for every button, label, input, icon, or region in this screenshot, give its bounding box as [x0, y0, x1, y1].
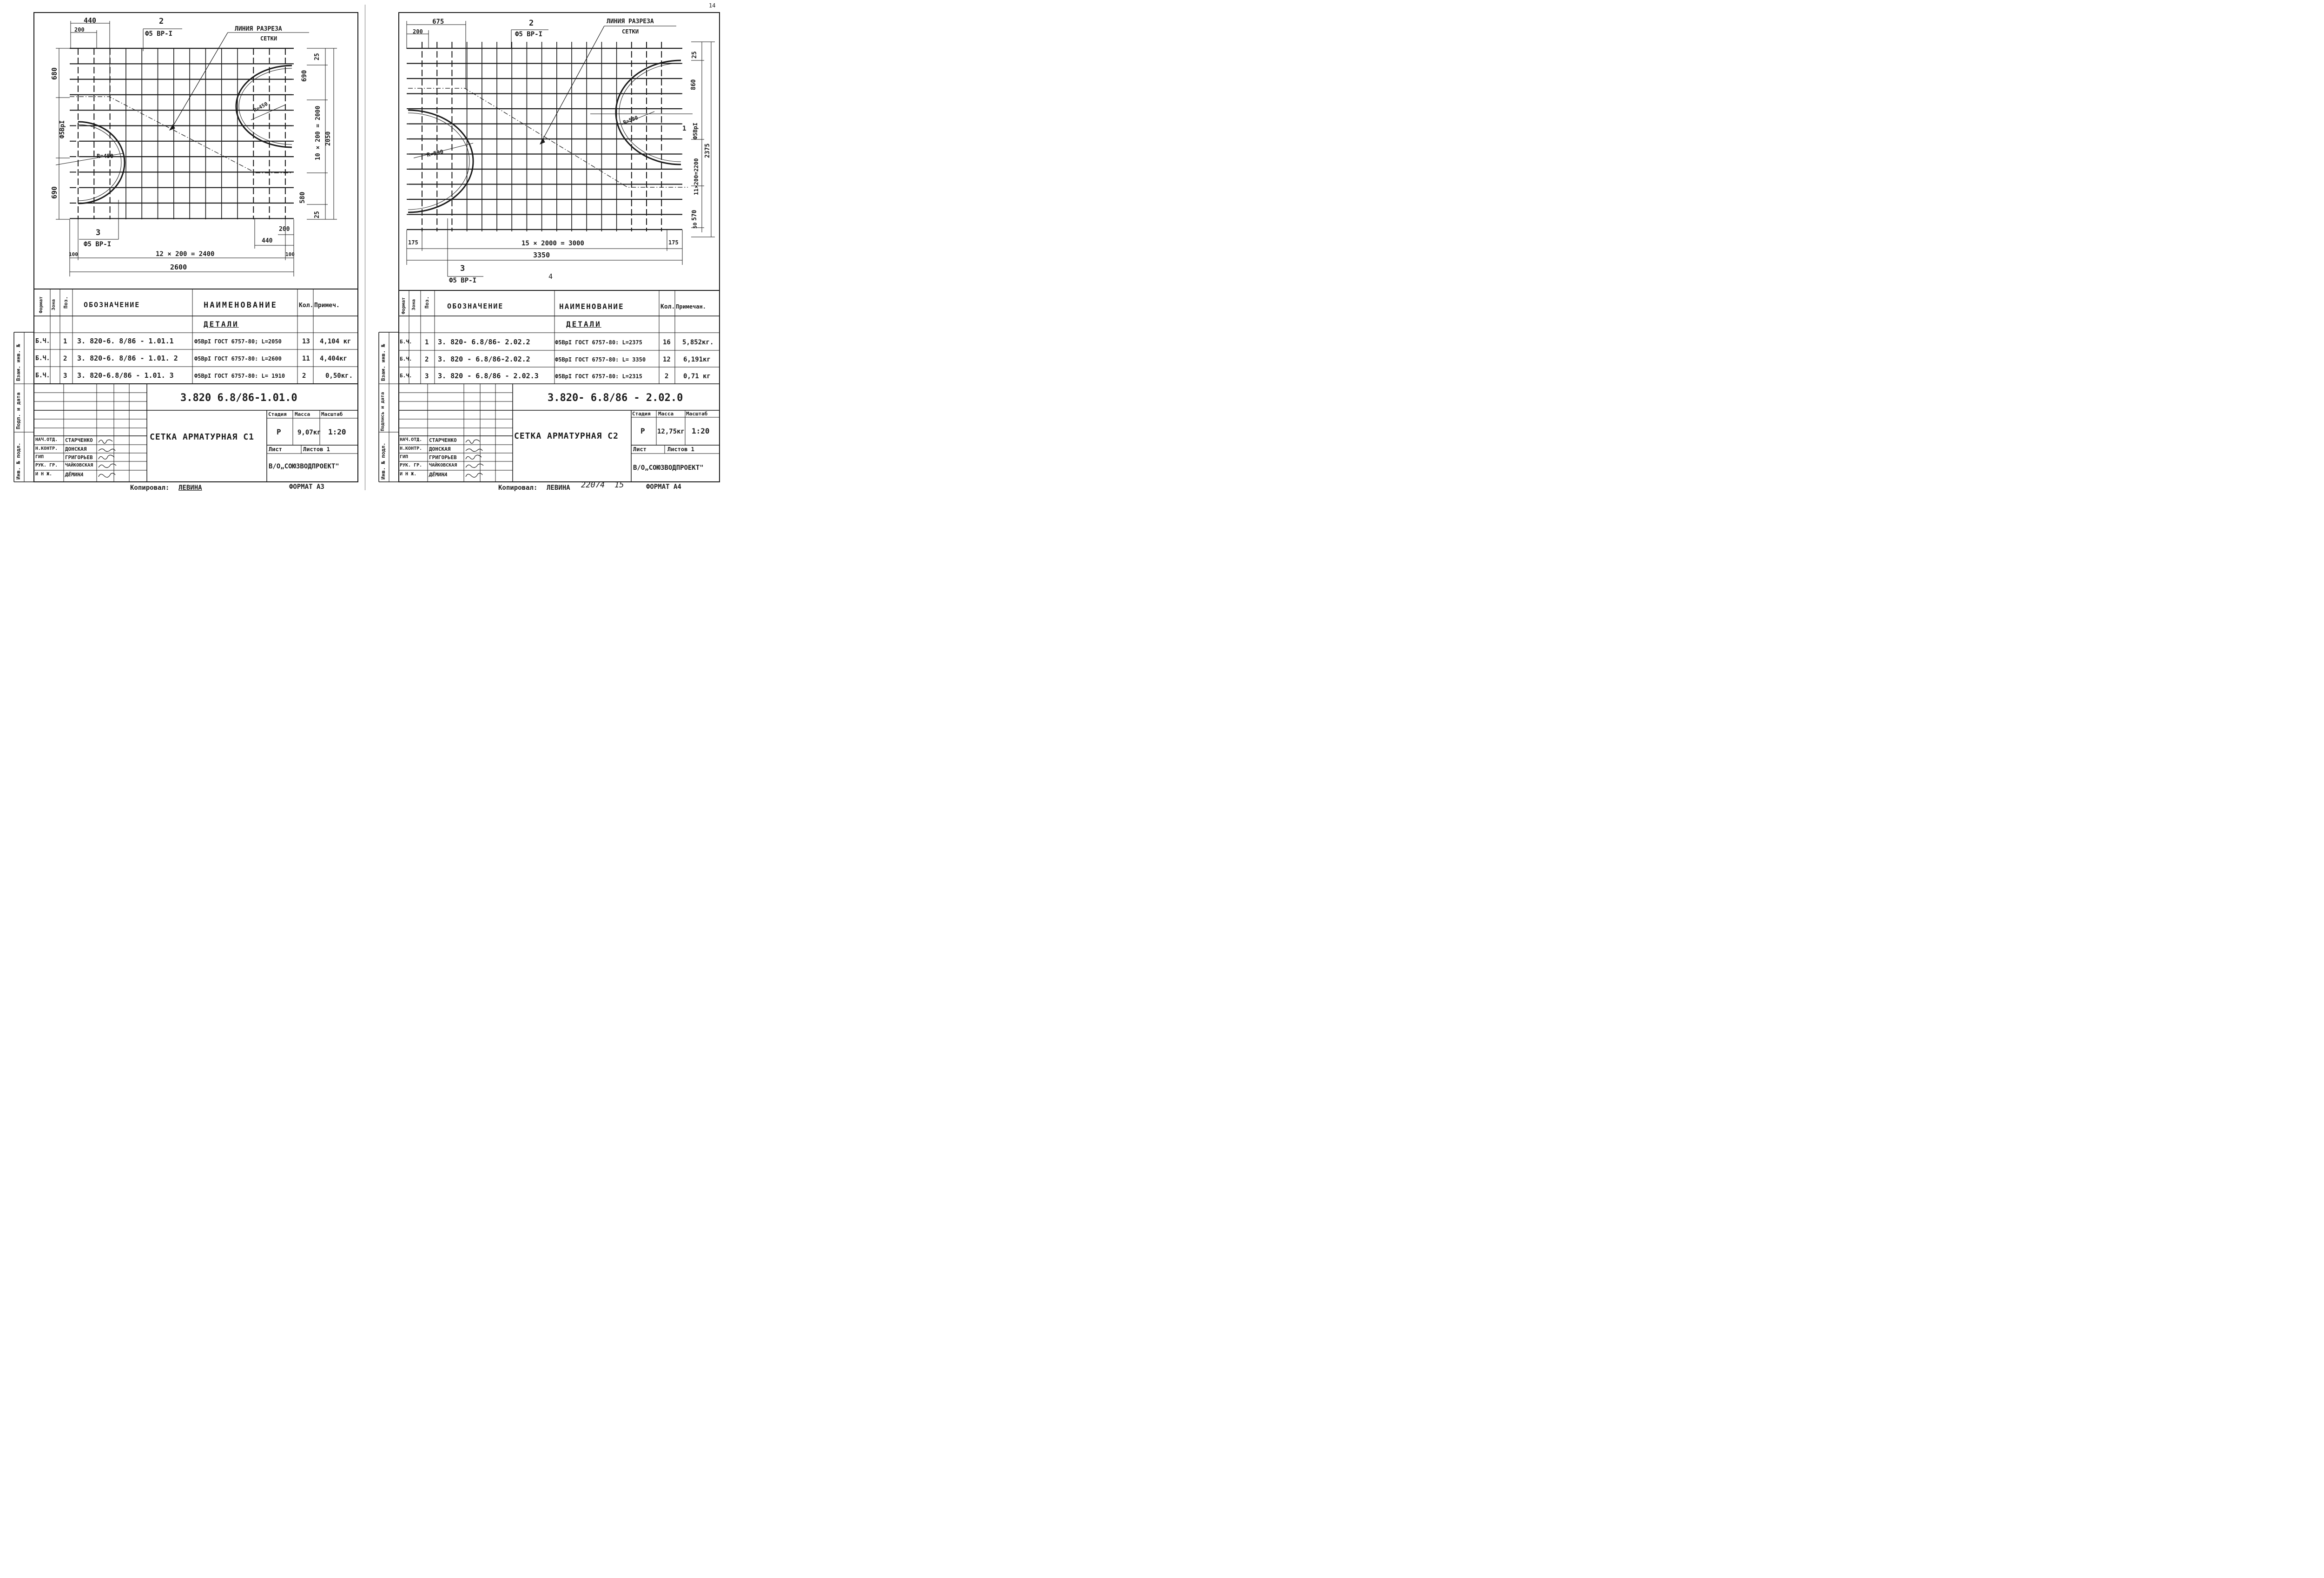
right-title: СЕТКА АРМАТУРНАЯ С2 [514, 431, 619, 441]
left-side-label: Инв. № подл. [15, 442, 21, 480]
right-radius-2: R=590 [622, 114, 639, 126]
name: ГРИГОРЬЕВ [429, 454, 457, 460]
role: НАЧ.ОТД. [35, 437, 58, 442]
row-qty: 13 [302, 338, 310, 345]
right-section-details: ДЕТАЛИ [566, 320, 601, 329]
left-col-name: НАИМЕНОВАНИЕ [204, 301, 277, 310]
row-name: Ф5ВрI ГОСТ 6757-80: L=2600 [194, 355, 282, 362]
name: ДОНСКАЯ [65, 446, 87, 452]
right-col-pos: Поз. [424, 296, 430, 309]
left-copied-name: ЛЕВИНА [178, 484, 202, 492]
row-note: 4,404кг [320, 355, 348, 362]
right-pos3-num: 3 [460, 264, 465, 273]
row-format: Б.Ч. [35, 338, 50, 345]
right-pos3-bar: Ф5 ВР-I [449, 277, 477, 284]
name: СТАРЧЕНКО [65, 437, 93, 443]
right-dim-15x200: 15 × 2000 = 3000 [522, 240, 584, 247]
right-col-note: Примечан. [676, 303, 706, 310]
role: ГИП [35, 454, 44, 460]
role: РУК. ГР. [35, 463, 58, 468]
left-dim-100b: 100 [285, 251, 295, 257]
right-col-format: Формат [401, 297, 406, 314]
right-cut-line-label2: СЕТКИ [622, 28, 639, 35]
left-dim-690: 690 [50, 186, 59, 199]
left-stage-label: Стадия [268, 411, 287, 417]
left-dim-680: 680 [50, 67, 59, 80]
row-qty: 11 [302, 355, 310, 362]
left-scale: 1:20 [328, 427, 346, 436]
right-dim-50: 50 [692, 222, 698, 229]
right-mass-label: Масса [658, 411, 674, 417]
right-copied-name: ЛЕВИНА [547, 484, 570, 492]
right-org: В/О„СОЮЗВОДПРОЕКТ" [633, 464, 704, 472]
left-sheets-label: Листов 1 [303, 446, 330, 453]
left-cut-line-label: ЛИНИЯ РАЗРЕЗА [235, 26, 282, 33]
right-sheet-label: Лист [633, 446, 647, 453]
row-designation: 3. 820-6.8/86 - 1.01. 3 [77, 371, 174, 380]
left-col-format: Формат [39, 296, 44, 313]
row-designation: 3. 820 - 6.8/86 - 2.02.3 [438, 372, 539, 380]
row-designation: 3. 820-6. 8/86 - 1.01. 2 [77, 354, 178, 362]
row-format: Б.Ч. [400, 339, 412, 345]
row-name: Ф5ВрI ГОСТ 6757-80: L=2375 [555, 339, 642, 346]
role: И Н Ж. [400, 472, 417, 477]
row-pos: 1 [425, 339, 429, 346]
left-pos2-bar: Ф5 ВР-I [145, 30, 173, 38]
left-copied-label: Копировал: [130, 484, 170, 492]
left-dim-25b: 25 [314, 211, 321, 218]
role: НАЧ.ОТД. [400, 437, 423, 442]
role: Н.КОНТР. [35, 446, 58, 451]
left-col-designation: ОБОЗНАЧЕНИЕ [84, 301, 140, 309]
role: И Н Ж. [35, 472, 53, 477]
left-dim-12x200: 12 × 200 = 2400 [156, 250, 215, 258]
left-dim-440: 440 [84, 16, 97, 25]
row-format: Б.Ч. [35, 355, 50, 362]
left-mass-label: Масса [295, 411, 310, 417]
right-mass: 12,75кг [657, 428, 685, 435]
name: ДОНСКАЯ [429, 446, 451, 452]
left-signatures [0, 0, 363, 492]
row-note: 4,104 кг [320, 338, 351, 345]
row-note: 0,50кг. [325, 372, 353, 380]
row-pos: 2 [63, 355, 67, 362]
right-sheets-label: Листов 1 [667, 446, 694, 453]
left-col-zone: Зона [51, 299, 56, 310]
row-name: Ф5ВрI ГОСТ 6757-80; L=2050 [194, 338, 282, 345]
role: Н.КОНТР. [400, 446, 423, 451]
right-format: ФОРМАТ А4 [646, 483, 681, 491]
left-scale-label: Масштаб [321, 411, 343, 417]
left-dim-100a: 100 [69, 251, 78, 257]
name: СТАРЧЕНКО [429, 437, 457, 443]
right-dim-200: 200 [413, 28, 423, 35]
left-format: ФОРМАТ А3 [289, 483, 324, 491]
left-sheet-label: Лист [269, 446, 282, 453]
left-col-pos: Поз. [63, 296, 69, 309]
left-dim-690b: 690 [301, 70, 308, 82]
row-pos: 1 [63, 338, 67, 345]
name: ГРИГОРЬЕВ [65, 454, 93, 460]
right-col-name: НАИМЕНОВАНИЕ [559, 302, 624, 311]
row-designation: 3. 820- 6.8/86- 2.02.2 [438, 338, 530, 346]
right-sheet [367, 0, 725, 492]
page-number: 14 [709, 2, 716, 9]
role: ГИП [400, 454, 409, 460]
left-section-details: ДЕТАЛИ [204, 320, 239, 329]
left-dim-10x200: 10 × 200 = 2000 [315, 105, 322, 160]
right-pos2-num: 2 [529, 19, 534, 28]
left-stage: Р [277, 427, 281, 436]
right-signatures [367, 0, 725, 492]
left-mass: 9,07кг [297, 429, 321, 436]
left-pos3-bar: Ф5 ВР-I [84, 241, 112, 248]
left-dim-200b: 200 [279, 226, 290, 233]
left-col-note: Примеч. [314, 302, 340, 309]
left-dim-2050: 2050 [325, 131, 332, 146]
left-dim-2600: 2600 [170, 263, 187, 271]
row-designation: 3. 820-6. 8/86 - 1.01.1 [77, 337, 174, 345]
left-pos3-num: 3 [96, 228, 101, 237]
right-scale: 1:20 [692, 427, 710, 435]
row-pos: 2 [425, 356, 429, 363]
right-dim-860: 860 [690, 79, 697, 90]
row-pos: 3 [425, 373, 429, 380]
right-scale-label: Масштаб [686, 411, 708, 417]
left-radius-2: R=450 [252, 100, 269, 114]
row-qty: 2 [665, 373, 669, 380]
right-stage-label: Стадия [632, 411, 651, 417]
role: РУК. ГР. [400, 463, 423, 468]
left-pos1-bar: Ф5ВрI [59, 120, 66, 138]
right-col-qty: Кол. [660, 303, 675, 310]
row-format: Б.Ч. [400, 356, 412, 362]
name: ЧАЙКОВСКАЯ [429, 463, 457, 468]
name: ДЁМИНА [429, 472, 448, 478]
row-note: 6,191кг [683, 356, 711, 363]
right-dim-3350: 3350 [533, 251, 550, 259]
left-side-label: Подп. и дата [15, 392, 21, 429]
right-dim-675: 675 [432, 18, 444, 26]
right-col-designation: ОБОЗНАЧЕНИЕ [447, 302, 504, 310]
left-dim-25a: 25 [314, 53, 321, 60]
right-side-label: Инв. № подл. [380, 442, 386, 480]
right-archive-sheet: 15 [614, 480, 624, 490]
right-dim-175a: 175 [408, 239, 418, 246]
right-stray-mark: 4 [548, 272, 553, 281]
right-pos1-num: 1 [682, 125, 687, 132]
row-name: Ф5ВрI ГОСТ 6757-80: L=2315 [555, 373, 642, 380]
name: ЧАЙКОВСКАЯ [65, 463, 93, 468]
row-name: Ф5ВрI ГОСТ 6757-80: L= 1910 [194, 373, 285, 379]
right-cut-line-label: ЛИНИЯ РАЗРЕЗА [607, 18, 654, 25]
row-qty: 12 [663, 356, 671, 363]
right-dim-2375: 2375 [704, 143, 711, 158]
row-pos: 3 [63, 372, 67, 380]
right-dim-175b: 175 [668, 239, 679, 246]
left-dim-580: 580 [299, 191, 306, 204]
row-qty: 16 [663, 339, 671, 346]
right-pos2-bar: Ф5 ВР-I [515, 31, 543, 38]
row-name: Ф5ВрI ГОСТ 6757-80: L= 3350 [555, 356, 646, 363]
left-pos2-num: 2 [159, 17, 164, 26]
right-stage: Р [640, 427, 645, 435]
left-side-label: Взам. инв. № [15, 344, 21, 381]
right-radius-1: R=590 [426, 148, 444, 158]
name: ДЁМИНА [65, 472, 84, 478]
right-pos1-bar: Ф5ВрI [692, 122, 699, 139]
left-cut-line-label2: СЕТКИ [260, 35, 277, 42]
right-col-zone: Зона [411, 299, 416, 310]
right-dim-570: 570 [691, 210, 698, 221]
left-radius-1: R=450 [97, 153, 114, 159]
right-side-label: Взам. инв. № [380, 344, 386, 381]
right-side-label: Подпись и дата [380, 392, 385, 431]
row-format: Б.Ч. [400, 373, 412, 379]
left-org: В/О„СОЮЗВОДПРОЕКТ" [269, 463, 339, 470]
right-dim-11x200: 11×200=2200 [693, 158, 700, 195]
left-doc-number: 3.820 6.8/86-1.01.0 [180, 392, 297, 404]
left-col-qty: Кол. [299, 302, 314, 309]
row-note: 0,71 кг [683, 373, 711, 380]
row-note: 5,852кг. [682, 339, 714, 346]
right-copied-label: Копировал: [498, 484, 538, 492]
right-dim-25: 25 [691, 51, 698, 59]
left-sheet [0, 0, 363, 492]
row-format: Б.Ч. [35, 372, 50, 379]
left-dim-200: 200 [74, 26, 85, 33]
right-doc-number: 3.820- 6.8/86 - 2.02.0 [548, 392, 683, 404]
row-qty: 2 [302, 372, 306, 380]
row-designation: 3. 820 - 6.8/86-2.02.2 [438, 355, 530, 363]
right-archive-no: 22074 [581, 480, 605, 490]
left-title: СЕТКА АРМАТУРНАЯ С1 [150, 432, 254, 442]
left-dim-440b: 440 [262, 237, 273, 244]
